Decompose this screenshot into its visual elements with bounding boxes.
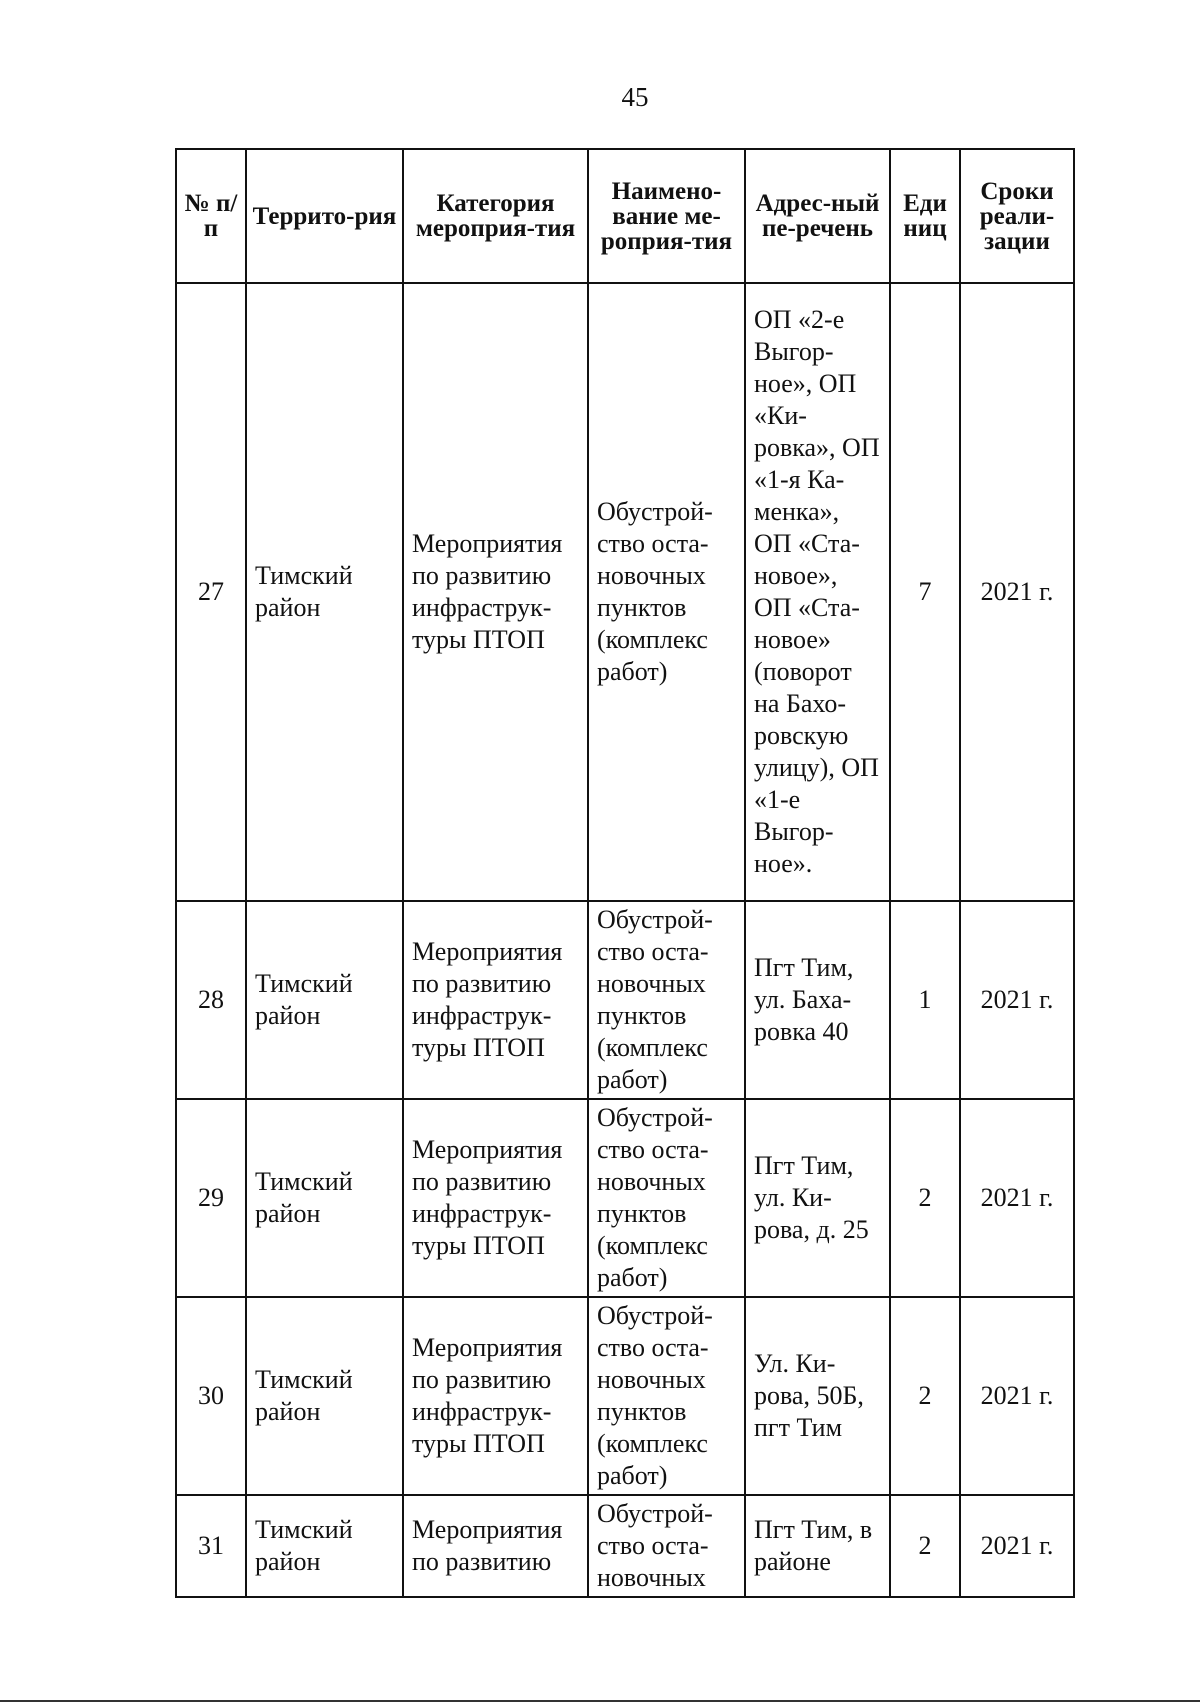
header-category: Категория мероприя-тия	[403, 149, 588, 283]
row-category: Мероприятия по развитию инфраструк-туры ПТОП	[403, 1297, 588, 1495]
row-territory: Тимский район	[246, 1297, 403, 1495]
table-row	[176, 901, 1074, 1099]
row-category: Мероприятия по развитию инфраструк-туры ПТОП	[403, 901, 588, 1099]
row-address: Пгт Тим, в районе	[745, 1495, 890, 1597]
row-term: 2021 г.	[960, 1495, 1074, 1597]
row-num: 29	[176, 1099, 246, 1297]
row-name: Обустрой-ство оста-новочных	[588, 1495, 745, 1597]
row-territory: Тимский район	[246, 1495, 403, 1597]
row-num: 31	[176, 1495, 246, 1597]
row-term: 2021 г.	[960, 1297, 1074, 1495]
row-units: 7	[890, 283, 960, 901]
table-row	[176, 283, 1074, 901]
row-term: 2021 г.	[960, 901, 1074, 1099]
row-units: 2	[890, 1495, 960, 1597]
row-territory: Тимский район	[246, 901, 403, 1099]
row-num: 27	[176, 283, 246, 901]
row-num: 28	[176, 901, 246, 1099]
row-address: ОП «2-е Выгор-ное», ОП «Ки-ровка», ОП «1-я Ка-менка», ОП «Ста-новое», ОП «Ста-новое» (поворот на Бахо-ровскую улицу), ОП «1-е Выгор-ное».	[745, 283, 890, 901]
row-address: Пгт Тим, ул. Баха-ровка 40	[745, 901, 890, 1099]
header-territory: Террито-рия	[246, 149, 403, 283]
row-address: Пгт Тим, ул. Ки-рова, д. 25	[745, 1099, 890, 1297]
page-number: 45	[621, 82, 649, 112]
row-units: 2	[890, 1099, 960, 1297]
header-num: № п/п	[176, 149, 246, 283]
row-term: 2021 г.	[960, 1099, 1074, 1297]
row-name: Обустрой-ство оста-новочных пунктов (комплекс работ)	[588, 901, 745, 1099]
table-row	[176, 1099, 1074, 1297]
row-address: Ул. Ки-рова, 50Б, пгт Тим	[745, 1297, 890, 1495]
row-category: Мероприятия по развитию инфраструк-туры ПТОП	[403, 1099, 588, 1297]
row-territory: Тимский район	[246, 1099, 403, 1297]
row-name: Обустрой-ство оста-новочных пунктов (комплекс работ)	[588, 1297, 745, 1495]
header-name: Наимено-вание ме-роприя-тия	[588, 149, 745, 283]
events-table	[175, 148, 1075, 1598]
table-header-row	[176, 149, 1074, 283]
page-bottom-edge	[0, 1700, 1200, 1702]
row-category: Мероприятия по развитию инфраструк-туры ПТОП	[403, 283, 588, 901]
row-territory: Тимский район	[246, 283, 403, 901]
row-units: 2	[890, 1297, 960, 1495]
row-name: Обустрой-ство оста-новочных пунктов (комплекс работ)	[588, 1099, 745, 1297]
row-term: 2021 г.	[960, 283, 1074, 901]
row-num: 30	[176, 1297, 246, 1495]
table-row	[176, 1297, 1074, 1495]
header-term: Сроки реали-зации	[960, 149, 1074, 283]
header-units: Еди ниц	[890, 149, 960, 283]
header-address: Адрес-ный пе-речень	[745, 149, 890, 283]
table-row	[176, 1495, 1074, 1597]
row-category: Мероприятия по развитию	[403, 1495, 588, 1597]
row-name: Обустрой-ство оста-новочных пунктов (комплекс работ)	[588, 283, 745, 901]
row-units: 1	[890, 901, 960, 1099]
